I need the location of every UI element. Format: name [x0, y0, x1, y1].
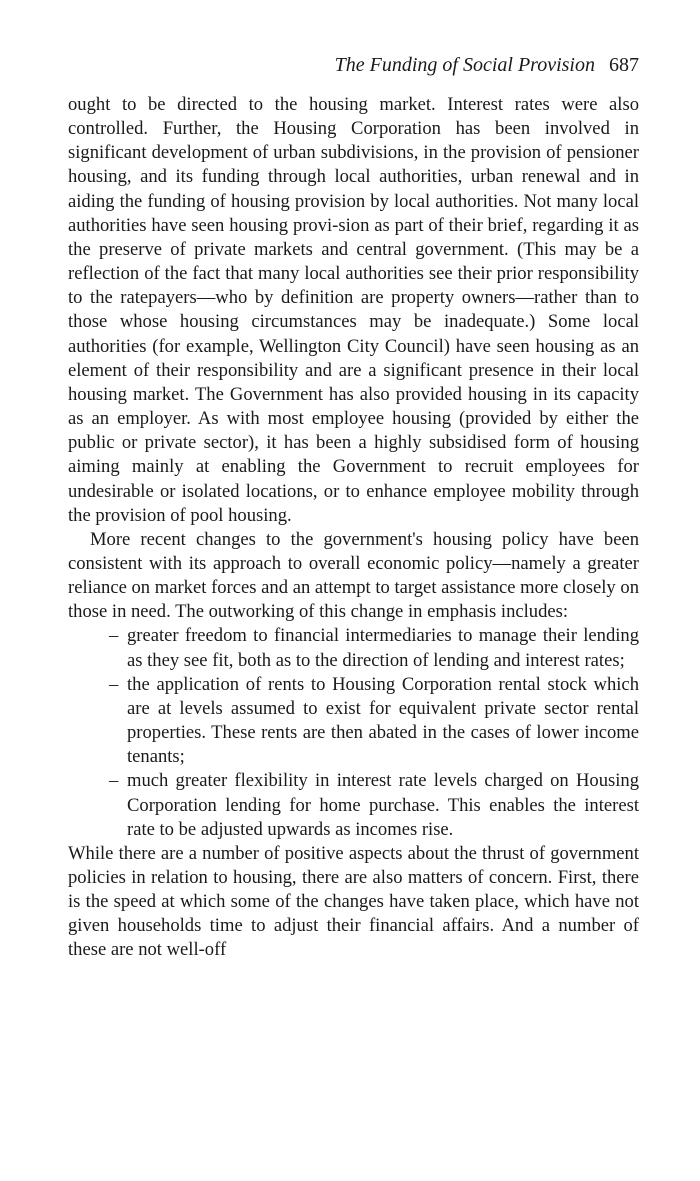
list-item-text: greater freedom to financial intermediaries to manage their lending as they see fit, both as to the direction of lending and interest rates;: [127, 625, 639, 671]
list-item-text: the application of rents to Housing Corporation rental stock which are at levels assumed to exist for equivalent private sector rental properties. These rents are then abated in the cases of lower income tenants;: [127, 673, 639, 768]
running-head-title: The Funding of Social Provision: [334, 54, 595, 76]
paragraph-continued: ought to be directed to the housing market. Interest rates were also controlled. Further, the Housing Corporation has been involved in significant development of urban subdivisions, in the provision of pensioner housing, and its funding through local authorities, urban renewal and in aiding the funding of housing provision by local authorities. Not many local authorities have seen housing provi-sion as part of their brief, regarding it as the preserve of private markets and central government. (This may be a reflection of the fact that many local authorities see their prior responsibility to the ratepayers—who by definition are property owners—rather than to those whose housing circumstances may be inadequate.) Some local authorities (for example, Wellington City Council) have seen housing as an element of their responsibility and are a significant presence in their local housing market. The Government has also provided housing in its capacity as an employer. As with most employee housing (provided by either the public or private sector), it has been a highly subsidised form of housing aiming mainly at enabling the Government to recruit employees for undesirable or isolated locations, or to enhance employee mobility through the provision of pool housing.: [68, 94, 639, 526]
list-item: [109, 673, 639, 770]
body-text: [68, 93, 639, 963]
page-number: 687: [609, 54, 639, 76]
list-dash: –: [109, 625, 119, 647]
running-head: [68, 52, 639, 78]
paragraph-concerns: While there are a number of positive aspects about the thrust of government policies in relation to housing, there are also matters of concern. First, there is the speed at which some of the changes have taken place, which have not given households time to adjust their financial affairs. And a number of these are not well-off: [68, 842, 639, 961]
paragraph-policy-changes: More recent changes to the government's housing policy have been consistent with its approach to overall economic policy—namely a greater reliance on market forces and an attempt to target assistance more closely on those in need. The outworking of this change in emphasis includes:: [68, 528, 639, 623]
change-list: [109, 624, 639, 841]
list-dash: –: [109, 770, 119, 792]
list-item-text: much greater flexibility in interest rate levels charged on Housing Corporation lending for home purchase. This enables the interest rate to be adjusted upwards as incomes rise.: [127, 770, 639, 840]
list-item: [109, 769, 639, 841]
list-dash: –: [109, 673, 119, 695]
list-item: [109, 624, 639, 672]
